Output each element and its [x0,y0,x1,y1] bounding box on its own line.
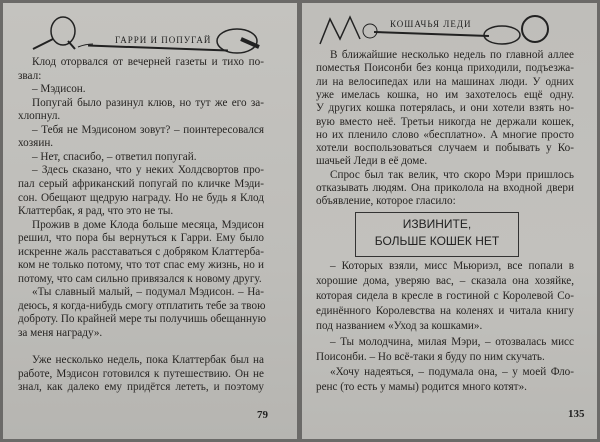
text-line: – Которых взяли, мисс Мьюриэл, все попали в [330,260,574,272]
text-line: деюсь, я когда-нибудь смогу отплатить тебе за твою [18,299,266,312]
text-line: пал серый африканский попугай по кличке Мэди- [18,177,264,190]
running-header: КОШАЧЬЯ ЛЕДИ [390,19,472,29]
text-line: которая сидела в кресле в гостиной с Королевой Со- [316,290,574,303]
cat-illustration-right [477,13,552,49]
text-line: единённого Королевства на коленях и читала книгу [316,305,574,318]
running-header: ГАРРИ И ПОПУГАЙ [115,35,212,45]
parrot-illustration-left [23,11,93,51]
text-line: уже имелась кошка, но им захотелось ещё одну. [316,88,574,101]
text-line: Попугай было разинул клюв, но тут же его за- [32,96,264,109]
text-line: ком не только потому, что тот спас ему жизнь, но и [18,259,264,272]
text-line: – Здесь сказано, что у неких Холдсвортов про- [32,164,264,177]
text-line: – Мэдисон. [32,83,86,96]
text-line: хлопнул. [18,110,61,123]
text-line: Клаттербак, я рад, что это не ты. [18,205,174,218]
text-line: – Тебя не Мэдисоном зовут? – поинтересовался [32,123,264,136]
text-line: под названием «Уход за кошками». [316,320,483,333]
notice-line: БОЛЬШЕ КОШЕК НЕТ [374,234,500,248]
cat-lady-illustration-left [310,9,380,49]
text-line: за меня награду». [18,327,103,339]
text-line: поместья Поисонби без конца приходили, подъезжа- [316,62,574,75]
text-line: но их пленило слово «бесплатно». А многие просто [316,128,574,141]
text-line: отказывать людям. Она приколола на входной двери [316,182,574,194]
text-line: потому, что сам сильно привязался к новому другу. [18,272,262,285]
text-line: Прожив в доме Клода больше месяца, Мэдисон [32,218,264,231]
text-line: вую вместо неё. Третьи никогда не держали кошек, [316,115,574,128]
text-line: – Нет, спасибо, – ответил попугай. [32,150,197,163]
text-line: знал, как далеко ему придётся лететь, и поэтому [18,381,264,394]
text-line: решил, что пора бы вернуться к Гарри. Ему было [18,232,264,245]
text-line: ренс (то есть у мамы) родится много котят». [316,380,527,393]
text-line: работе, Мэдисон готовился к путешествию. Он не [18,367,264,380]
header-rule [374,31,489,37]
text-line: Поисонби. – Но всё-таки я буду по ним скучать. [316,350,545,363]
text-line: Уже несколько недель, пока Клаттербак был на [32,354,264,367]
left-page [3,3,297,439]
text-line: хозяин. [18,137,54,150]
text-line: шачьей Леди в её доме. [316,155,428,168]
notice-box [355,212,519,257]
text-line: объявление, которое гласило: [316,195,456,208]
text-line: В ближайшие несколько недель по главной аллее [330,49,574,61]
text-line: сон. Обещают щедрую награду. Но не будь я Клод [18,191,264,204]
text-line: звал: [18,69,42,82]
text-line: доброту. По крайней мере ты получишь обещанную [18,313,266,326]
text-line: «Хочу надеяться, – подумала она, – у моей Фло- [330,365,574,378]
text-line: хотели воспользоваться случаем и побывать у Ко- [316,142,574,155]
page-number: 79 [257,409,268,421]
text-line: ли на велосипедах или на машинах люди. У одних [316,75,574,88]
text-line: Спрос был так велик, что скоро Мэри пришлось [330,168,574,181]
text-line: «Ты славный малый, – подумал Мэдисон. – На- [32,286,264,299]
text-line: У других кошка потерялась, и они хотели взять но- [316,102,574,115]
text-line: хорошие дома, уверяю вас, – сказала она хозяйке, [316,275,574,288]
text-line: – Ты молодчина, милая Мэри, – отозвалась мисс [330,335,574,348]
text-line: искренне жаль расставаться с добряком Клаттерба- [18,245,264,258]
notice-line: ИЗВИНИТЕ, [402,217,472,231]
text-line: Клод оторвался от вечерней газеты и тихо по- [32,56,264,68]
page-number: 135 [568,408,585,420]
header-rule [88,45,228,51]
right-page [302,3,597,439]
